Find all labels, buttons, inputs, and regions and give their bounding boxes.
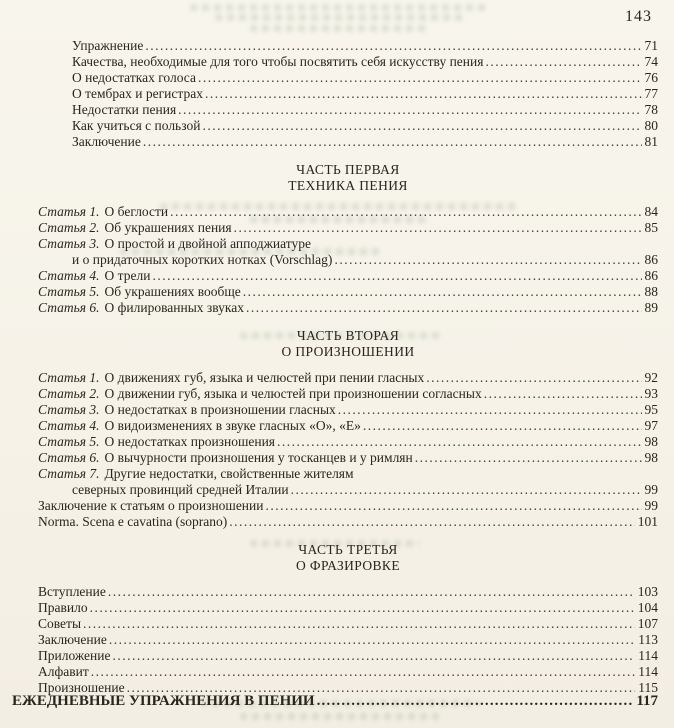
toc-entry-prefix: Статья 3. — [38, 236, 100, 251]
dot-leader — [106, 584, 635, 600]
toc-entry-page: 103 — [637, 584, 658, 599]
toc-entry-label: Правило — [38, 600, 88, 615]
toc-entry-page: 76 — [644, 70, 658, 85]
toc-row — [38, 466, 658, 482]
toc-entry-page: 74 — [644, 54, 658, 69]
dot-leader — [413, 450, 642, 466]
toc-row-continuation — [38, 482, 658, 498]
toc-entry-label: О вычурности произношения у тосканцев и у римлян — [104, 450, 413, 465]
toc-entry-page: 107 — [637, 616, 658, 631]
toc-entry-label: Качества, необходимые для того чтобы посвятить себя искусству пения — [72, 54, 484, 69]
toc-entry-label: О филированных звуках — [104, 300, 245, 315]
toc-row — [38, 54, 658, 70]
dot-leader — [361, 418, 642, 434]
toc-entry-label: О недостатках голоса — [72, 70, 196, 85]
dot-leader — [227, 514, 634, 530]
table-of-contents — [38, 38, 658, 696]
toc-entry-page: 97 — [644, 418, 658, 433]
dot-leader — [143, 38, 641, 54]
toc-entry-page: 98 — [644, 450, 658, 465]
toc-entry-label: Советы — [38, 616, 82, 631]
toc-entry-page: 99 — [644, 498, 658, 513]
show-through-text — [240, 713, 440, 720]
toc-entry-prefix: Статья 5. — [38, 284, 100, 299]
toc-entry-label: Алфавит — [38, 664, 89, 679]
dot-leader — [88, 600, 635, 616]
toc-row — [38, 220, 658, 236]
show-through-text — [215, 14, 465, 21]
toc-entry-label: О недостатках произношения — [104, 434, 276, 449]
toc-row — [38, 450, 658, 466]
toc-row — [38, 664, 658, 680]
toc-entry-page: 81 — [644, 134, 658, 149]
toc-entry-label: О движении губ, языка и челюстей при произношении согласных — [104, 386, 482, 401]
toc-entry-page: 86 — [644, 252, 658, 267]
dot-leader — [89, 664, 636, 680]
part-subheading: О ПРОИЗНОШЕНИИ — [281, 344, 415, 359]
toc-row — [38, 402, 658, 418]
show-through-text — [250, 25, 430, 32]
toc-entry-label: О беглости — [104, 204, 169, 219]
toc-footer-row — [12, 693, 658, 710]
dot-leader — [107, 632, 635, 648]
dot-leader — [275, 434, 641, 450]
toc-entry-label: О видоизменениях в звуке гласных «О», «Е» — [104, 418, 361, 433]
part-heading: ЧАСТЬ ВТОРАЯ — [296, 328, 400, 343]
toc-row — [38, 616, 658, 632]
toc-entry-prefix: Статья 6. — [38, 450, 100, 465]
toc-entry-page: 84 — [644, 204, 658, 219]
toc-entry-label: О простой и двойной апподжиатуре — [104, 236, 311, 251]
toc-entry-page: 77 — [644, 86, 658, 101]
toc-entry-page: 88 — [644, 284, 658, 299]
toc-entry-label: О недостатках в произношении гласных — [104, 402, 336, 417]
toc-entry-page: 113 — [638, 632, 658, 647]
toc-entry-label: Заключение — [38, 632, 107, 647]
dot-leader — [289, 482, 642, 498]
dot-leader — [141, 134, 642, 150]
toc-entry-prefix: Статья 3. — [38, 402, 100, 417]
dot-leader — [263, 498, 641, 514]
dot-leader — [482, 386, 642, 402]
toc-row — [38, 434, 658, 450]
toc-footer-page: 117 — [636, 693, 658, 709]
toc-entry-label: О движениях губ, языка и челюстей при пении гласных — [104, 370, 425, 385]
toc-entry-prefix: Статья 1. — [38, 370, 100, 385]
toc-row — [38, 370, 658, 386]
toc-entry-page: 101 — [637, 514, 658, 529]
toc-entry-prefix: Статья 7. — [38, 466, 100, 481]
part-heading: ЧАСТЬ ПЕРВАЯ — [296, 162, 400, 177]
toc-entry-label: О тембрах и регистрах — [72, 86, 203, 101]
toc-entry-page: 93 — [644, 386, 658, 401]
toc-entry-prefix: Статья 6. — [38, 300, 100, 315]
toc-footer-label: ЕЖЕДНЕВНЫЕ УПРАЖНЕНИЯ В ПЕНИИ — [12, 693, 315, 709]
toc-entry-label: Об украшениях пения — [104, 220, 232, 235]
dot-leader — [81, 616, 635, 632]
toc-entry-label: Другие недостатки, свойственные жителям — [104, 466, 354, 481]
dot-leader — [332, 252, 641, 268]
toc-entry-page: 89 — [644, 300, 658, 315]
toc-entry-label: и о придаточных коротких нотках (Vorschlag) — [72, 252, 333, 267]
show-through-text — [190, 4, 490, 11]
toc-row — [38, 632, 658, 648]
toc-entry-label: северных провинций средней Италии — [72, 482, 289, 497]
toc-entry-label: О трели — [104, 268, 151, 283]
toc-row — [38, 38, 658, 54]
dot-leader — [176, 102, 641, 118]
page-number: 143 — [625, 8, 652, 25]
toc-row-continuation — [38, 252, 658, 268]
toc-row — [38, 102, 658, 118]
toc-entry-page: 78 — [644, 102, 658, 117]
toc-row — [38, 584, 658, 600]
toc-entry-page: 86 — [644, 268, 658, 283]
toc-entry-label: Об украшениях вообще — [104, 284, 241, 299]
toc-row — [38, 70, 658, 86]
dot-leader — [483, 54, 641, 70]
toc-entry-label: Приложение — [38, 648, 111, 663]
toc-row — [38, 648, 658, 664]
dot-leader — [150, 268, 641, 284]
toc-row — [38, 300, 658, 316]
toc-entry-label: Недостатки пения — [72, 102, 177, 117]
toc-entry-page: 98 — [644, 434, 658, 449]
toc-row — [38, 418, 658, 434]
toc-entry-label: Упражнение — [72, 38, 144, 53]
toc-entry-label: Произношение — [38, 680, 125, 695]
toc-entry-page: 115 — [638, 680, 658, 695]
toc-entry-page: 71 — [644, 38, 658, 53]
dot-leader — [110, 648, 635, 664]
toc-row — [38, 236, 658, 252]
toc-row — [38, 134, 658, 150]
toc-entry-page: 114 — [638, 648, 658, 663]
toc-entry-page: 99 — [644, 482, 658, 497]
toc-row — [38, 204, 658, 220]
dot-leader — [232, 220, 642, 236]
toc-entry-label: Заключение к статьям о произношении — [38, 498, 264, 513]
toc-entry-page: 104 — [637, 600, 658, 615]
toc-entry-page: 80 — [644, 118, 658, 133]
toc-entry-prefix: Статья 4. — [38, 418, 100, 433]
toc-entry-prefix: Статья 2. — [38, 220, 100, 235]
toc-entry-page: 95 — [644, 402, 658, 417]
part-subheading: ТЕХНИКА ПЕНИЯ — [288, 178, 408, 193]
toc-entry-prefix: Статья 1. — [38, 204, 100, 219]
toc-row — [38, 86, 658, 102]
toc-row — [38, 600, 658, 616]
toc-entry-label: Как учиться с пользой — [72, 118, 201, 133]
toc-entry-page: 85 — [644, 220, 658, 235]
toc-entry-label: Norma. Scena e cavatina (soprano) — [38, 514, 228, 529]
toc-entry-label: Вступление — [38, 584, 106, 599]
dot-leader — [315, 693, 634, 710]
toc-row — [38, 284, 658, 300]
toc-entry-page: 92 — [644, 370, 658, 385]
toc-entry-prefix: Статья 2. — [38, 386, 100, 401]
toc-entry-prefix: Статья 5. — [38, 434, 100, 449]
part-heading: ЧАСТЬ ТРЕТЬЯ — [298, 542, 398, 557]
dot-leader — [336, 402, 642, 418]
toc-entry-page: 114 — [638, 664, 658, 679]
dot-leader — [424, 370, 641, 386]
dot-leader — [241, 284, 642, 300]
dot-leader — [244, 300, 641, 316]
dot-leader — [196, 70, 642, 86]
toc-entry-prefix: Статья 4. — [38, 268, 100, 283]
toc-row — [38, 498, 658, 514]
dot-leader — [200, 118, 641, 134]
dot-leader — [203, 86, 642, 102]
toc-row — [38, 268, 658, 284]
toc-entry-label: Заключение — [72, 134, 141, 149]
toc-row — [38, 514, 658, 530]
toc-row — [38, 118, 658, 134]
dot-leader — [168, 204, 641, 220]
toc-row — [38, 386, 658, 402]
part-subheading: О ФРАЗИРОВКЕ — [296, 558, 400, 573]
